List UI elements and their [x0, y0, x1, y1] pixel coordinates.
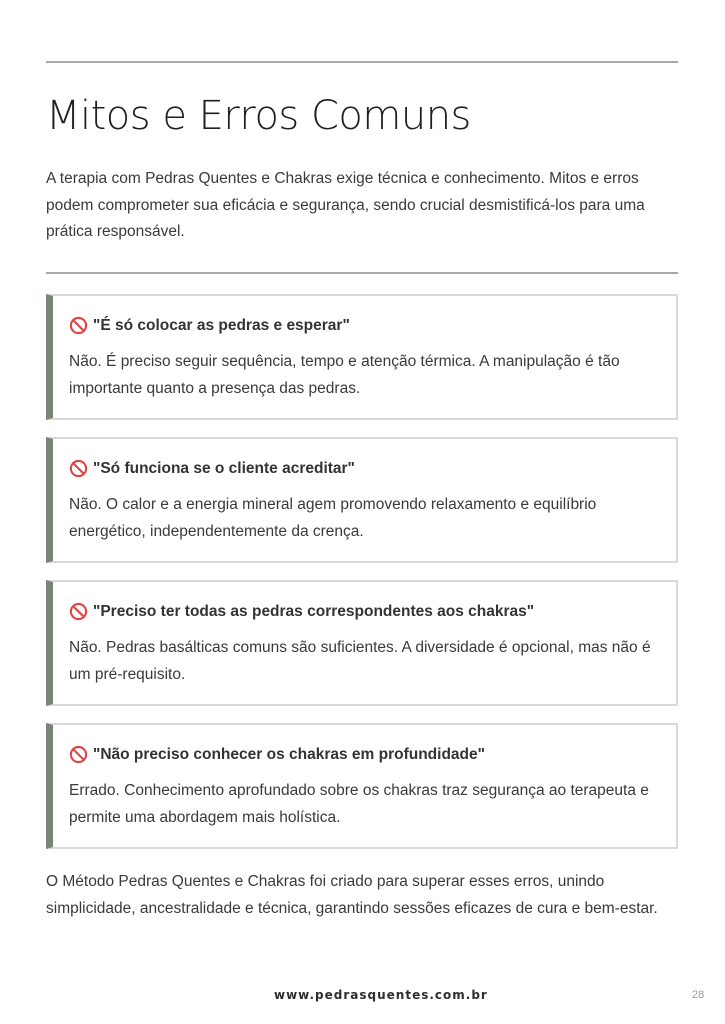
myth-card — [46, 294, 678, 420]
myth-explanation: Não. É preciso seguir sequência, tempo e atenção térmica. A manipulação é tão importante quanto a presença das pedras. — [69, 353, 620, 397]
myth-heading-text: "Não preciso conhecer os chakras em profundidade" — [93, 745, 485, 763]
myth-heading-text: "É só colocar as pedras e esperar" — [93, 316, 350, 334]
myth-card — [46, 437, 678, 563]
myth-heading-text: "Só funciona se o cliente acreditar" — [93, 459, 355, 477]
myth-card — [46, 723, 678, 849]
page-number: 28 — [692, 989, 705, 1001]
prohibited-icon — [69, 602, 88, 621]
myth-explanation: Não. Pedras basálticas comuns são suficientes. A diversidade é opcional, mas não é um pré-requisito. — [69, 639, 651, 683]
prohibited-icon — [69, 316, 88, 335]
prohibited-icon — [69, 745, 88, 764]
myth-explanation: Não. O calor e a energia mineral agem promovendo relaxamento e equilíbrio energético, independentemente da crença. — [69, 496, 597, 540]
section-divider — [46, 272, 678, 274]
myth-heading — [69, 745, 485, 764]
myth-heading — [69, 459, 355, 478]
myth-heading — [69, 602, 534, 621]
top-divider — [46, 61, 678, 63]
myth-heading-text: "Preciso ter todas as pedras correspondentes aos chakras" — [93, 602, 535, 620]
myth-card — [46, 580, 678, 706]
closing-paragraph: O Método Pedras Quentes e Chakras foi criado para superar esses erros, unindo simplicidade, ancestralidade e técnica, garantindo sessões eficazes de cura e bem-estar. — [46, 873, 658, 917]
page-title: Mitos e Erros Comuns — [46, 93, 471, 139]
myth-heading — [69, 316, 350, 335]
footer-website-link[interactable]: www.pedrasquentes.com.br — [274, 988, 488, 1002]
intro-paragraph: A terapia com Pedras Quentes e Chakras exige técnica e conhecimento. Mitos e erros podem comprometer sua eficácia e segurança, sendo crucial desmistificá-los para uma prática responsável. — [46, 170, 645, 240]
myth-explanation: Errado. Conhecimento aprofundado sobre os chakras traz segurança ao terapeuta e permite uma abordagem mais holística. — [69, 782, 649, 826]
prohibited-icon — [69, 459, 88, 478]
